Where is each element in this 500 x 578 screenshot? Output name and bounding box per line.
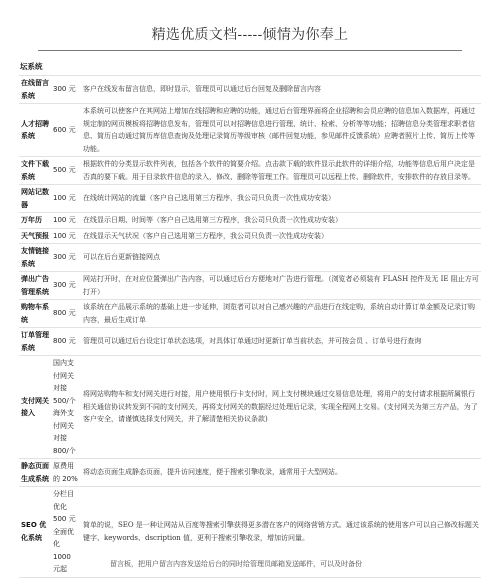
- row-name: 万年历: [19, 213, 51, 229]
- table-row: [19, 300, 481, 328]
- table-row: [19, 356, 481, 459]
- feature-price-table: [19, 75, 481, 578]
- table-row: [19, 157, 481, 185]
- row-name: SEO 优化系统: [19, 487, 51, 578]
- row-price: 300 元: [51, 76, 81, 104]
- row-description: 网站打开时，在对应位置弹出广告内容，可以通过后台方便地对广告进行管理。（浏览者必须装有 FLASH 控件及无 IE 阻止方可打开）: [81, 272, 481, 300]
- row-price: 100 元: [51, 228, 81, 244]
- row-name: 支付网关接入: [19, 356, 51, 459]
- row-price: 600 元: [51, 104, 81, 157]
- table-row: [19, 213, 481, 229]
- page-header: [0, 0, 500, 52]
- row-price: 800 元: [51, 300, 81, 328]
- page-header-title: 精选优质文档-----倾情为你奉上: [151, 27, 349, 43]
- row-price: 500 元: [51, 157, 81, 185]
- table-row: [19, 228, 481, 244]
- row-name: 友情链接系统: [19, 244, 51, 272]
- table-row: [19, 328, 481, 356]
- row-name: 购物车系统: [19, 300, 51, 328]
- row-description: 管理员可以通过后台设定订单状态选项，对具体订单通过时更新订单当前状态，并可按会员 、订单号进行查询: [81, 328, 481, 356]
- row-name: 人才招聘系统: [19, 104, 51, 157]
- row-price: 100 元: [51, 213, 81, 229]
- table-row: [19, 76, 481, 104]
- row-name: 在线留言系统: [19, 76, 51, 104]
- cutoff-text-line: 留言板，把用户留言内容发送给后台的同时给管理员邮箱发送邮件，可以及时备份: [110, 560, 362, 568]
- row-price: 300 元: [51, 244, 81, 272]
- row-description: 将网站购物车和支付网关进行对接，用户使用银行卡支付时，网上支付模块通过交易信息处理，将用户的支付请求根据所属银行相关通信协议转发到不同的支付网关，再将支付网关的数据经过处理后记录，实现全程网上交易。(支付网关为第三方产品，为了客户安全，请谨慎选择支付网关，并了解清楚相关协议条款): [81, 356, 481, 459]
- row-price: 国内支付网关对接 500/个海外支付网关对接 800/个: [51, 356, 81, 459]
- row-description: 在线统计网站的流量（客户自己选用第三方程序，我公司只负责一次性成功安装）: [81, 185, 481, 213]
- row-description: 该系统在产品展示系统的基础上进一步延伸，浏览者可以对自己感兴趣的产品进行在线定购，系统自动计算订单金额及记录订购内容，最后生成订单: [81, 300, 481, 328]
- row-price: 300 元: [51, 272, 81, 300]
- row-description: 本系统可以使客户在其网站上增加在线招聘和应聘的功能，通过后台管理界面将企业招聘和会员应聘的信息加入数据库，再通过规定制的网页模板将招聘信息发布，管理员可以对招聘信息进行管理、统计、检索、分析等等功能；招聘信息分类管理求职者信息、简历自动通过简历库信息查询及处理记录简历等级审核（邮件回复功能，参见邮件反馈系统）应聘者照片上传、简历上传等功能。: [81, 104, 481, 157]
- section-label: 坛系统: [20, 62, 43, 71]
- row-description: 客户在线发布留言信息，即时显示，管理员可以通过后台回复及删除留言内容: [81, 76, 481, 104]
- row-price: 原费用的 20%: [51, 459, 81, 487]
- row-price: 分栏目优化 500 元 全面优化 1000 元起: [51, 487, 81, 578]
- row-name: 网站记数器: [19, 185, 51, 213]
- row-price: 800 元: [51, 328, 81, 356]
- table-row: [19, 244, 481, 272]
- row-description: 在线显示日期、时间等（客户自己选用第三方程序，我公司只负责一次性成功安装）: [81, 213, 481, 229]
- row-description: 可以在后台更新链接网点: [81, 244, 481, 272]
- table-row: [19, 272, 481, 300]
- row-name: 订单管理系统: [19, 328, 51, 356]
- row-description: 在线显示天气状况（客户自己选用第三方程序，我公司只负责一次性成功安装）: [81, 228, 481, 244]
- row-description: 根据软件的分类显示软件列表，包括各个软件的简要介绍。点击款下载的软件显示此软件的详细介绍，功能等信息后用户决定是否真的要下载。用于目录软件信息的录入、修改、删除等管理工作。管理员可以远程上传、删除软件，安排软件的存放目录等。: [81, 157, 481, 185]
- row-description: 简单的说，SEO 是一种让网站从百度等搜索引擎获得更多潜在客户的网络营销方式。通过该系统的使用客户可以自己修改标题关键字、keywords、dscription 值，更利于搜索引擎收录，增加访问量。: [81, 487, 481, 578]
- header-divider: [38, 50, 462, 51]
- table-row: [19, 104, 481, 157]
- table-row: [19, 459, 481, 487]
- row-description: 将动态页面生成静态页面，提升访问速度，便于搜索引擎收录，通常用于大型网站。: [81, 459, 481, 487]
- row-name: 静态页面生成系统: [19, 459, 51, 487]
- row-price: 100 元: [51, 185, 81, 213]
- row-name: 文件下载系统: [19, 157, 51, 185]
- row-name: 天气预报: [19, 228, 51, 244]
- table-row: [19, 185, 481, 213]
- row-name: 弹出广告管理系统: [19, 272, 51, 300]
